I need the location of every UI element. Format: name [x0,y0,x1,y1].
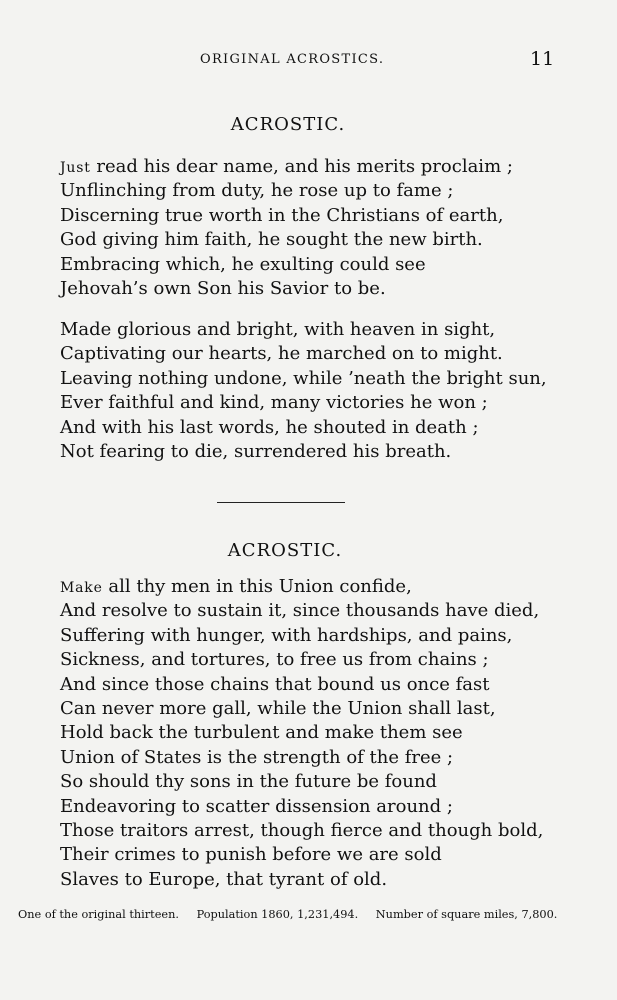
poem-line: Captivating our hearts, he marched on to might. [60,343,503,365]
poem-line: Suffering with hunger, with hardships, and pains, [60,624,513,646]
footer-note-population: Population 1860, 1,231,494. [196,908,359,921]
section-divider [217,502,345,503]
footer-note [18,908,557,921]
poem-line: Not fearing to die, surrendered his breath. [60,440,452,462]
poem-line: And resolve to sustain it, since thousands have died, [60,600,540,622]
stanza [60,155,513,301]
poem-line: Discerning true worth in the Christians of earth, [60,204,504,226]
poem-line: Made glorious and bright, with heaven in sight, [60,319,496,340]
poem-line [60,575,543,599]
poem-line: And since those chains that bound us once fast [60,673,490,695]
poem-line: Hold back the turbulent and make them see [60,722,463,744]
page-number: 11 [530,48,555,70]
poem-line: So should thy sons in the future be found [60,771,437,793]
poem-title: ACROSTIC. [227,540,343,561]
running-head: ORIGINAL ACROSTICS. [200,52,385,67]
poem-line: God giving him faith, he sought the new birth. [60,229,483,251]
poem-line [60,155,513,179]
poem-line: Slaves to Europe, that tyrant of old. [60,868,388,890]
footer-note-origin: One of the original thirteen. [18,908,179,921]
stanza [60,575,543,892]
poem-title: ACROSTIC. [230,114,346,135]
poem-line: And with his last words, he shouted in death ; [60,416,479,438]
initial-word: Just [60,160,91,176]
initial-word: Make [60,580,103,596]
poem-line: Unflinching from duty, he rose up to fame ; [60,180,454,202]
poem-line: Ever faithful and kind, many victories he won ; [60,392,488,414]
poem-line: Leaving nothing undone, while ’neath the bright sun, [60,367,547,389]
poem-line: Sickness, and tortures, to free us from chains ; [60,649,489,671]
line-text: all thy men in this Union confide, [102,576,412,597]
poem-line: Jehovah’s own Son his Savior to be. [60,277,386,299]
poem-line: Those traitors arrest, though fierce and though bold, [60,819,544,841]
poem-line: Their crimes to punish before we are sold [60,844,442,866]
poem-line: Union of States is the strength of the free ; [60,746,454,768]
footer-note-area: Number of square miles, 7,800. [375,908,558,921]
poem-line: Embracing which, he exulting could see [60,253,426,275]
poem-line: Can never more gall, while the Union shall last, [60,697,496,719]
poem-line: Endeavoring to scatter dissension around ; [60,795,453,817]
line-text: read his dear name, and his merits proclaim ; [90,156,513,177]
stanza [60,318,547,464]
